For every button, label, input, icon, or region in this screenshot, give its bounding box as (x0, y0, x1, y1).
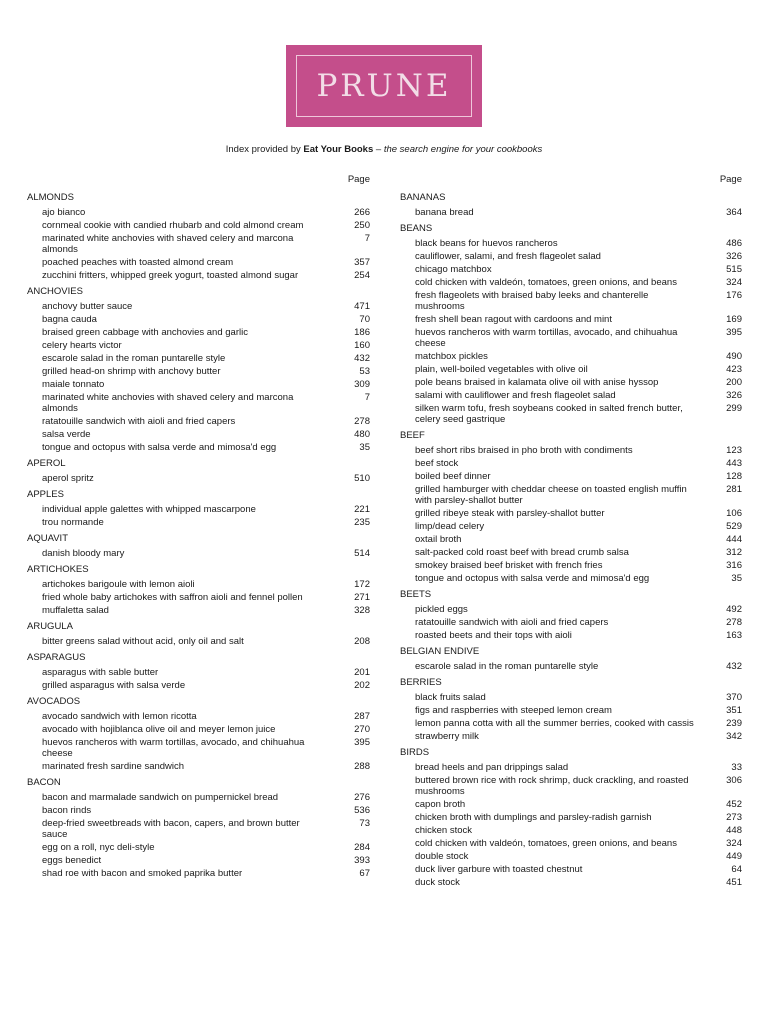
index-entry (415, 731, 742, 742)
entry-page: 395 (354, 737, 370, 748)
entry-title: lemon panna cotta with all the summer berries, cooked with cassis (415, 718, 694, 729)
entry-page: 306 (726, 775, 742, 786)
entry-title: black fruits salad (415, 692, 486, 703)
entry-title: bacon rinds (42, 805, 92, 816)
entry-page: 278 (354, 416, 370, 427)
entry-page: 342 (726, 731, 742, 742)
entry-title: duck stock (415, 877, 460, 888)
entry-title: salt-packed cold roast beef with bread crumb salsa (415, 547, 629, 558)
entry-page: 106 (726, 508, 742, 519)
entry-page: 432 (354, 353, 370, 364)
entry-page: 35 (359, 442, 370, 453)
index-heading: ANCHOVIES (27, 286, 83, 297)
entry-title: bacon and marmalade sandwich on pumpernickel bread (42, 792, 279, 803)
entry-page: 266 (354, 207, 370, 218)
index-column-left (27, 173, 370, 881)
entry-page: 163 (726, 630, 742, 641)
entry-title: buttered brown rice with rock shrimp, duck crackling, and roasted mushrooms (415, 775, 689, 797)
index-entry (42, 579, 370, 590)
entry-title: deep-fried sweetbreads with bacon, capers, and brown butter sauce (42, 818, 300, 840)
entry-page: 490 (726, 351, 742, 362)
index-entry (42, 257, 370, 268)
entry-page: 480 (354, 429, 370, 440)
entry-page: 67 (359, 868, 370, 879)
index-entry (42, 366, 370, 377)
entry-page: 201 (354, 667, 370, 678)
index-entry (415, 314, 742, 325)
entry-page: 443 (726, 458, 742, 469)
entry-page: 452 (726, 799, 742, 810)
entry-page: 529 (726, 521, 742, 532)
entry-title: double stock (415, 851, 469, 862)
entry-page: 35 (731, 573, 742, 584)
index-heading: BANANAS (400, 192, 446, 203)
entry-page: 449 (726, 851, 742, 862)
entry-title: huevos rancheros with warm tortillas, avocado, and chihuahua cheese (42, 737, 305, 759)
entry-title: cold chicken with valdeón, tomatoes, green onions, and beans (415, 838, 677, 849)
entry-page: 221 (354, 504, 370, 515)
entry-title: grilled hamburger with cheddar cheese on toasted english muffin with parsley-shallot butter (415, 484, 687, 506)
index-entry (42, 353, 370, 364)
credit-brand: Eat Your Books (303, 144, 374, 155)
index-entry (42, 220, 370, 231)
entry-page: 287 (354, 711, 370, 722)
index-entry (415, 692, 742, 703)
entry-title: pickled eggs (415, 604, 468, 615)
entry-page: 270 (354, 724, 370, 735)
index-entry (415, 877, 742, 888)
entry-title: avocado sandwich with lemon ricotta (42, 711, 197, 722)
entry-page: 328 (354, 605, 370, 616)
entry-page: 326 (726, 390, 742, 401)
entry-title: beef stock (415, 458, 459, 469)
index-entry (42, 233, 370, 255)
entry-page: 299 (726, 403, 742, 414)
index-entry (42, 207, 370, 218)
entry-title: ajo bianco (42, 207, 86, 218)
page-column-header: Page (347, 174, 370, 185)
entry-title: anchovy butter sauce (42, 301, 133, 312)
logo-text: PRUNE (316, 68, 452, 104)
index-entry (42, 737, 370, 759)
entry-title: roasted beets and their tops with aioli (415, 630, 572, 641)
index-entry (415, 390, 742, 401)
index-entry (42, 711, 370, 722)
entry-title: celery hearts victor (42, 340, 122, 351)
entry-page: 7 (364, 233, 370, 244)
entry-title: strawberry milk (415, 731, 479, 742)
index-credit (0, 144, 768, 155)
index-heading: ALMONDS (27, 192, 74, 203)
index-entry (415, 617, 742, 628)
entry-page: 432 (726, 661, 742, 672)
entry-title: avocado with hojiblanca olive oil and meyer lemon juice (42, 724, 276, 735)
entry-title: grilled asparagus with salsa verde (42, 680, 186, 691)
index-heading: ARTICHOKES (27, 564, 89, 575)
entry-page: 515 (726, 264, 742, 275)
index-heading: APPLES (27, 489, 64, 500)
entry-page: 169 (726, 314, 742, 325)
entry-title: banana bread (415, 207, 474, 218)
index-entry (42, 868, 370, 879)
entry-page: 200 (726, 377, 742, 388)
entry-page: 64 (731, 864, 742, 875)
index-heading: BEANS (400, 223, 433, 234)
index-entry (415, 264, 742, 275)
entry-page: 492 (726, 604, 742, 615)
entry-page: 309 (354, 379, 370, 390)
index-entry (415, 403, 742, 425)
entry-title: tongue and octopus with salsa verde and mimosa'd egg (415, 573, 650, 584)
entry-title: chicago matchbox (415, 264, 492, 275)
index-entry (415, 573, 742, 584)
index-entry (42, 842, 370, 853)
entry-title: shad roe with bacon and smoked paprika butter (42, 868, 243, 879)
prune-logo (286, 45, 482, 127)
entry-title: marinated white anchovies with shaved celery and marcona almonds (42, 233, 294, 255)
entry-title: capon broth (415, 799, 466, 810)
index-entry (42, 340, 370, 351)
entry-page: 393 (354, 855, 370, 866)
entry-page: 250 (354, 220, 370, 231)
index-entry (415, 851, 742, 862)
entry-title: grilled ribeye steak with parsley-shallot butter (415, 508, 605, 519)
entry-title: fresh shell bean ragout with cardoons and mint (415, 314, 612, 325)
entry-title: bagna cauda (42, 314, 97, 325)
index-heading: BEEF (400, 430, 425, 441)
index-entry (415, 484, 742, 506)
entry-page: 326 (726, 251, 742, 262)
entry-title: zucchini fritters, whipped greek yogurt, toasted almond sugar (42, 270, 299, 281)
index-entry (42, 792, 370, 803)
entry-title: eggs benedict (42, 855, 102, 866)
entry-page: 536 (354, 805, 370, 816)
entry-page: 351 (726, 705, 742, 716)
index-entry (415, 812, 742, 823)
entry-page: 324 (726, 277, 742, 288)
index-entry (415, 762, 742, 773)
entry-title: bread heels and pan drippings salad (415, 762, 569, 773)
entry-title: individual apple galettes with whipped mascarpone (42, 504, 256, 515)
entry-title: escarole salad in the roman puntarelle style (42, 353, 226, 364)
credit-prefix: Index provided by (225, 144, 304, 155)
index-entry (415, 277, 742, 288)
entry-title: asparagus with sable butter (42, 667, 159, 678)
index-entry (42, 473, 370, 484)
entry-page: 281 (726, 484, 742, 495)
entry-page: 514 (354, 548, 370, 559)
entry-title: fresh flageolets with braised baby leeks and chanterelle mushrooms (415, 290, 649, 312)
entry-page: 288 (354, 761, 370, 772)
entry-page: 444 (726, 534, 742, 545)
entry-page: 284 (354, 842, 370, 853)
index-entry (42, 818, 370, 840)
entry-page: 448 (726, 825, 742, 836)
entry-title: chicken stock (415, 825, 473, 836)
entry-title: muffaletta salad (42, 605, 109, 616)
entry-title: braised green cabbage with anchovies and garlic (42, 327, 248, 338)
index-entry (42, 301, 370, 312)
index-entry (415, 207, 742, 218)
index-entry (415, 364, 742, 375)
index-entry (415, 560, 742, 571)
index-entry (415, 775, 742, 797)
entry-page: 324 (726, 838, 742, 849)
entry-page: 254 (354, 270, 370, 281)
entry-title: ratatouille sandwich with aioli and fried capers (42, 416, 236, 427)
index-entry (415, 718, 742, 729)
index-entry (42, 504, 370, 515)
index-entry (42, 605, 370, 616)
entry-title: duck liver garbure with toasted chestnut (415, 864, 583, 875)
index-entry (42, 724, 370, 735)
entry-title: salsa verde (42, 429, 91, 440)
entry-page: 423 (726, 364, 742, 375)
index-heading: APEROL (27, 458, 66, 469)
index-entry (415, 458, 742, 469)
index-entry (42, 379, 370, 390)
entry-page: 278 (726, 617, 742, 628)
entry-page: 239 (726, 718, 742, 729)
entry-page: 471 (354, 301, 370, 312)
index-entry (415, 661, 742, 672)
entry-title: huevos rancheros with warm tortillas, avocado, and chihuahua cheese (415, 327, 678, 349)
index-entry (42, 517, 370, 528)
index-heading: BACON (27, 777, 61, 788)
credit-dash: – (373, 144, 384, 155)
index-entry (415, 825, 742, 836)
entry-page: 395 (726, 327, 742, 338)
entry-title: egg on a roll, nyc deli-style (42, 842, 155, 853)
index-entry (415, 838, 742, 849)
index-heading: BEETS (400, 589, 432, 600)
index-column-right (400, 173, 742, 890)
index-entry (415, 238, 742, 249)
index-entry (415, 471, 742, 482)
entry-title: oxtail broth (415, 534, 462, 545)
index-entry (42, 429, 370, 440)
entry-page: 510 (354, 473, 370, 484)
entry-title: chicken broth with dumplings and parsley-radish garnish (415, 812, 652, 823)
entry-title: artichokes barigoule with lemon aioli (42, 579, 195, 590)
logo-frame (296, 55, 472, 117)
index-entry (42, 667, 370, 678)
entry-title: bitter greens salad without acid, only oil and salt (42, 636, 244, 647)
index-entry (42, 805, 370, 816)
index-entry (415, 799, 742, 810)
entry-title: maiale tonnato (42, 379, 105, 390)
index-entry (415, 351, 742, 362)
index-entry (415, 604, 742, 615)
entry-page: 123 (726, 445, 742, 456)
index-entry (415, 251, 742, 262)
index-heading: ASPARAGUS (27, 652, 86, 663)
index-entry (415, 864, 742, 875)
entry-page: 73 (359, 818, 370, 829)
entry-title: smokey braised beef brisket with french fries (415, 560, 603, 571)
entry-title: fried whole baby artichokes with saffron aioli and fennel pollen (42, 592, 303, 603)
entry-title: boiled beef dinner (415, 471, 491, 482)
entry-title: cold chicken with valdeón, tomatoes, green onions, and beans (415, 277, 677, 288)
credit-tagline: the search engine for your cookbooks (383, 144, 543, 155)
entry-page: 357 (354, 257, 370, 268)
entry-title: marinated fresh sardine sandwich (42, 761, 185, 772)
entry-title: poached peaches with toasted almond cream (42, 257, 234, 268)
entry-page: 53 (359, 366, 370, 377)
index-heading: BIRDS (400, 747, 430, 758)
index-entry (42, 548, 370, 559)
entry-page: 70 (359, 314, 370, 325)
entry-page: 186 (354, 327, 370, 338)
entry-page: 202 (354, 680, 370, 691)
index-heading: BELGIAN ENDIVE (400, 646, 480, 657)
index-entry (42, 416, 370, 427)
index-entry (42, 761, 370, 772)
entry-title: escarole salad in the roman puntarelle style (415, 661, 599, 672)
entry-page: 128 (726, 471, 742, 482)
index-entry (415, 534, 742, 545)
index-entry (415, 508, 742, 519)
entry-title: trou normande (42, 517, 104, 528)
index-entry (415, 327, 742, 349)
entry-title: aperol spritz (42, 473, 94, 484)
entry-title: beef short ribs braised in pho broth with condiments (415, 445, 633, 456)
entry-page: 160 (354, 340, 370, 351)
entry-title: tongue and octopus with salsa verde and mimosa'd egg (42, 442, 277, 453)
entry-page: 486 (726, 238, 742, 249)
entry-page: 172 (354, 579, 370, 590)
index-entry (42, 442, 370, 453)
entry-page: 451 (726, 877, 742, 888)
entry-page: 176 (726, 290, 742, 301)
entry-page: 370 (726, 692, 742, 703)
entry-page: 235 (354, 517, 370, 528)
entry-title: cauliflower, salami, and fresh flageolet salad (415, 251, 601, 262)
index-entry (415, 377, 742, 388)
index-heading: AQUAVIT (27, 533, 68, 544)
index-entry (42, 314, 370, 325)
index-entry (415, 547, 742, 558)
index-entry (42, 636, 370, 647)
index-heading: AVOCADOS (27, 696, 81, 707)
entry-title: limp/dead celery (415, 521, 485, 532)
index-entry (42, 592, 370, 603)
entry-page: 273 (726, 812, 742, 823)
entry-title: ratatouille sandwich with aioli and fried capers (415, 617, 609, 628)
entry-page: 7 (364, 392, 370, 403)
entry-page: 208 (354, 636, 370, 647)
index-heading: ARUGULA (27, 621, 73, 632)
index-entry (42, 327, 370, 338)
entry-page: 316 (726, 560, 742, 571)
entry-title: grilled head-on shrimp with anchovy butter (42, 366, 221, 377)
index-entry (415, 705, 742, 716)
entry-title: danish bloody mary (42, 548, 125, 559)
index-entry (42, 855, 370, 866)
entry-page: 312 (726, 547, 742, 558)
index-entry (415, 630, 742, 641)
entry-title: pole beans braised in kalamata olive oil with anise hyssop (415, 377, 659, 388)
index-entry (415, 445, 742, 456)
entry-title: marinated white anchovies with shaved celery and marcona almonds (42, 392, 294, 414)
index-entry (42, 392, 370, 414)
entry-title: salami with cauliflower and fresh flageolet salad (415, 390, 616, 401)
index-entry (42, 270, 370, 281)
entry-page: 271 (354, 592, 370, 603)
index-entry (415, 521, 742, 532)
entry-page: 33 (731, 762, 742, 773)
entry-page: 276 (354, 792, 370, 803)
index-entry (415, 290, 742, 312)
entry-title: plain, well-boiled vegetables with olive oil (415, 364, 588, 375)
index-entry (42, 680, 370, 691)
entry-title: silken warm tofu, fresh soybeans cooked in salted french butter, celery seed gastrique (415, 403, 683, 425)
entry-title: matchbox pickles (415, 351, 488, 362)
entry-page: 364 (726, 207, 742, 218)
index-heading: BERRIES (400, 677, 442, 688)
entry-title: black beans for huevos rancheros (415, 238, 558, 249)
entry-title: figs and raspberries with steeped lemon cream (415, 705, 612, 716)
page-column-header: Page (719, 174, 742, 185)
entry-title: cornmeal cookie with candied rhubarb and cold almond cream (42, 220, 304, 231)
